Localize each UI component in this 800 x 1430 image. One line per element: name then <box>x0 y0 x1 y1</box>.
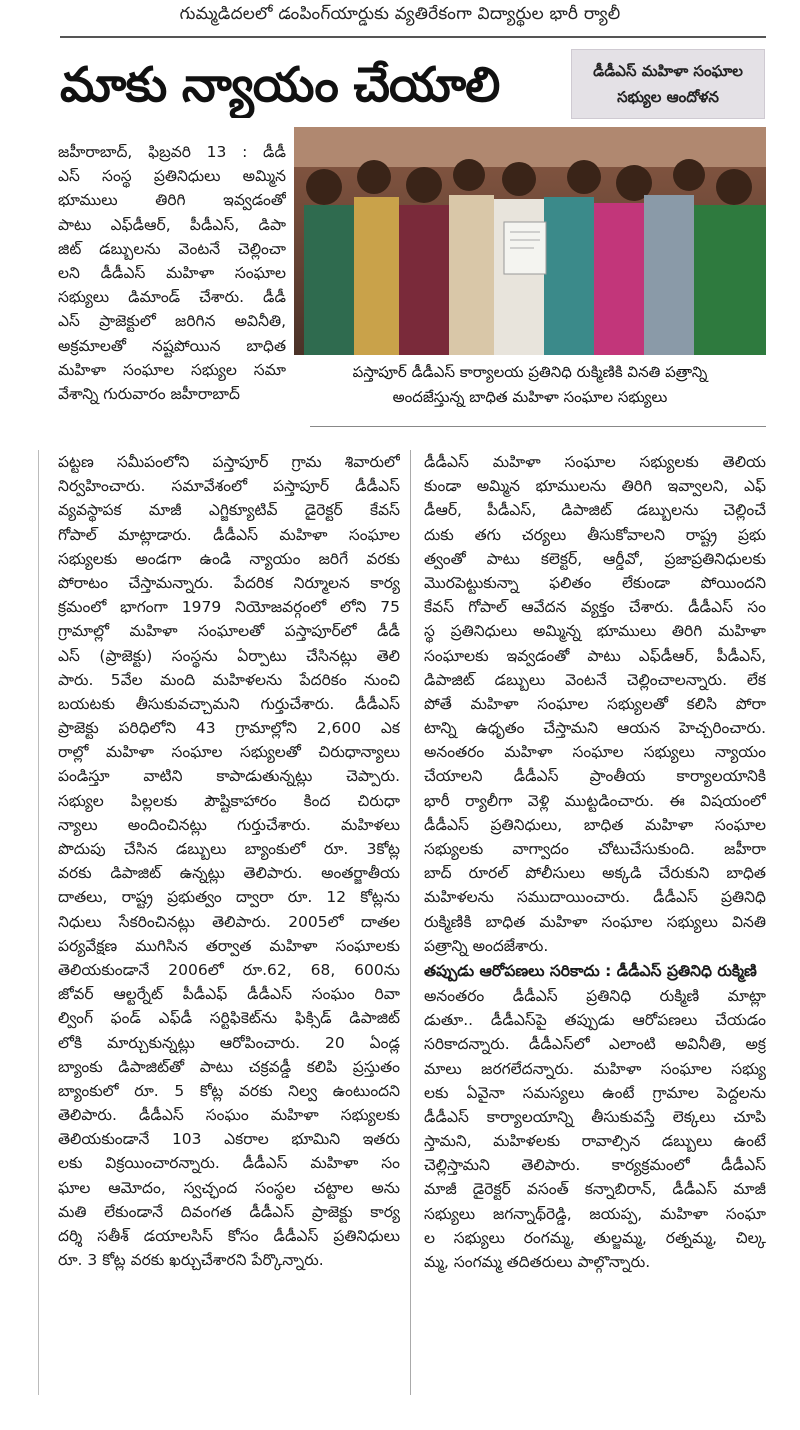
subhead-line-2: సభ్యుల ఆందోళన <box>617 88 719 106</box>
body-right-line: డీడీఎస్ మహిళా సంఘాల సభ్యులకు తెలియ <box>424 453 766 471</box>
body-right-section-line: లకు ఏవైనా సమస్యలు ఉంటే గ్రామాల పెద్దలను <box>424 1083 766 1102</box>
body-left-line: న్యాలు అందించినట్లు గుర్తుచేశారు. మహిళలు <box>58 815 400 834</box>
body-right-line: సంఘాలకు ఇవ్వడంతో పాటు ఎఫ్‌డీఆర్, పీడీఎస్, <box>424 646 766 665</box>
headline: మాకు న్యాయం చేయాలి <box>60 57 500 113</box>
body-left-line: రూ. 3 కోట్ల వరకు ఖర్చుచేశారని పేర్కొన్నారు. <box>58 1251 324 1270</box>
intro-line: అక్రమాలతో నష్టపోయిన బాధిత <box>58 336 286 355</box>
body-right-section-line: డుతూ.. డీడీఎస్‌పై తప్పుడు ఆరోపణలు చేయడం <box>424 1011 766 1030</box>
body-left-line: ఎస్ (ప్రాజెక్టు) సంస్థను ఏర్పాటు చేసినట్లు తెలి <box>58 646 400 665</box>
body-left-line: దాతలు, రాష్ట్ర ప్రభుత్వం ద్వారా రూ. 12 కోట్లను <box>58 888 400 907</box>
kicker-line: గుమ్మడిదలలో డంపింగ్‌యార్డుకు వ్యతిరేకంగా విద్యార్థుల భారీ ర్యాలీ <box>179 4 621 24</box>
body-right-line: మహిళలను సముదాయించారు. డీడీఎస్ ప్రతినిధి <box>424 888 766 907</box>
body-left-line: పోరాటం చేస్తామన్నారు. పేదరిక నిర్మూలన కార్య <box>58 573 400 592</box>
body-left-line: పొదుపు చేసిన డబ్బులు బ్యాంకులో రూ. 3కోట్ల <box>58 840 400 858</box>
intro-line: ఎస్ ప్రాజెక్టులో జరిగిన అవినీతి, <box>58 312 286 331</box>
body-right-line: త్వంతో పాటు కలెక్టర్, ఆర్డీవో, ప్రజాప్రతినిధులకు <box>424 549 766 568</box>
body-right-section-line: స్తామని, మహిళలకు రావాల్సిన డబ్బులు ఉంటే <box>424 1132 766 1151</box>
body-left-line: దర్శి సతీశ్ డయాలసిస్ కోసం డీడీఎస్ ప్రతినిధులు <box>58 1227 400 1245</box>
body-left-line: పారు. 5వేల మంది మహిళలను పేదరికం నుంచి <box>58 670 400 689</box>
left-margin-rule <box>38 450 39 1395</box>
body-right-line: కుండా అమ్మిన భూములను తిరిగి ఇవ్వాలని, ఎఫ్ <box>424 477 766 496</box>
intro-line: లని డీడీఎస్ మహిళా సంఘాల <box>58 263 286 282</box>
body-right-line: టాన్ని ఉధృతం చేస్తామని ఆయన హెచ్చరించారు. <box>424 719 766 738</box>
caption-line-2: అందజేస్తున్న బాధిత మహిళా సంఘాల సభ్యులు <box>392 388 668 406</box>
intro-line: జిట్ డబ్బులను వెంటనే చెల్లించా <box>58 239 286 258</box>
body-right-section-line: చెల్లిస్తామని తెలిపారు. కార్యక్రమంలో డీడీఎస్ <box>424 1156 766 1175</box>
protest-photo-illustration <box>294 127 766 355</box>
intro-line: పాటు ఎఫ్‌డీఆర్, పీడీఎస్, డిపా <box>58 215 286 234</box>
body-right-line: రుక్మిణికి బాధిత మహిళా సంఘాల సభ్యులు వినతి <box>424 912 766 931</box>
body-right-line: కేవస్ గోపాల్ ఆవేదన వ్యక్తం చేశారు. డీడీఎస్ సం <box>424 598 766 617</box>
body-right-line: మొరపెట్టుకున్నా ఫలితం లేకుండా పోయిందని <box>424 573 766 592</box>
body-right-line: సభ్యులకు వాగ్వాదం చోటుచేసుకుంది. జహీరా <box>424 840 766 858</box>
body-right-section-line: అనంతరం డీడీఎస్ ప్రతినిధి రుక్మిణి మాట్లా <box>424 986 766 1005</box>
body-right-line: పోతే మహిళా సంఘాల సభ్యులతో కలిసి పోరా <box>424 694 766 713</box>
top-rule <box>60 36 766 38</box>
body-right-section-line: మాలు జరగలేదన్నారు. మహిళా సంఘాల సభ్యు <box>424 1059 766 1078</box>
body-left-line: ల్వింగ్ ఫండ్ ఎఫ్‌డీ సర్టిఫికెట్‌ను ఫిక్సిడ్ డిపాజిట్ <box>58 1009 400 1028</box>
body-left-line: పండిస్తూ వాటిని కాపాడుతున్నట్లు చెప్పారు. <box>58 767 400 786</box>
intro-line: సభ్యులు డిమాండ్ చేశారు. డీడీ <box>58 288 286 307</box>
body-right-line: స్థ ప్రతినిధులు అమ్మిన్న భూములు తిరిగి మహిళా <box>424 622 766 641</box>
intro-line: జహీరాబాద్, ఫిబ్రవరి 13 : డీడీ <box>58 143 286 161</box>
body-right-section-line: సరికాదన్నారు. డీడీఎస్‌లో ఎలాంటి అవినీతి, అక్ర <box>424 1035 766 1054</box>
intro-line: భూములు తిరిగి ఇవ్వడంతో <box>58 191 286 210</box>
body-left-line: తెలియకుండానే 2006లో రూ.62, 68, 600ను <box>58 960 400 979</box>
body-right-line: అనంతరం మహిళా సంఘాల సభ్యులు న్యాయం <box>424 743 766 762</box>
news-photo <box>294 127 766 355</box>
body-right-line: చేయాలని డీడీఎస్ ప్రాంతీయ కార్యాలయానికి <box>424 767 766 786</box>
intro-line: వేశాన్ని గురువారం జహీరాబాద్ <box>58 384 240 403</box>
body-left-line: రాల్లో మహిళా సంఘాల సభ్యులతో చిరుధాన్యాలు <box>58 743 400 762</box>
body-left-line: నిధులు సేకరించినట్లు తెలిపారు. 2005లో దాతల <box>58 912 400 931</box>
intro-line: మహిళా సంఘాల సభ్యుల సమా <box>58 360 286 379</box>
body-right-section-line: మ్మ, సంగమ్మ తదితరులు పాల్గొన్నారు. <box>424 1253 651 1271</box>
column-divider <box>410 450 411 1395</box>
section-subheading: తప్పుడు ఆరోపణలు సరికాదు : డీడీఎస్ ప్రతినిధి రుక్మిణి <box>424 961 757 980</box>
body-right-section-line: మాజీ డైరెక్టర్ వసంత్ కన్నాబిరాన్, డీడీఎస్ మాజీ <box>424 1180 766 1199</box>
body-right-line: డిపాజిట్ డబ్బులు వెంటనే చెల్లించాలన్నారు. లేక <box>424 670 766 689</box>
body-left-line: లోకి మార్చుకున్నట్లు ఆరోపించారు. 20 ఏండ్ల <box>58 1033 400 1052</box>
article-column-left <box>58 450 400 1272</box>
article-column-intro <box>58 140 286 406</box>
body-left-line: బయటకు తీసుకువచ్చామని గుర్తుచేశారు. డీడీఎస్ <box>58 694 400 713</box>
subhead-box <box>571 49 765 119</box>
body-right-section-line: డీడీఎస్ కార్యాలయాన్ని తీసుకువస్తే లెక్కలు చూపి <box>424 1107 766 1126</box>
body-right-line: భారీ ర్యాలీగా వెళ్లి ముట్టడించారు. ఈ విషయంలో <box>424 791 766 810</box>
body-left-line: బ్యాంకు డిపాజిట్‌తో పాటు చక్రవడ్డీ కలిపి ప్రస్తుతం <box>58 1057 400 1076</box>
body-right-section-line: ల సభ్యులు రంగమ్మ, తుల్జమ్మ, రత్నమ్మ, చిల్క <box>424 1228 766 1247</box>
body-right-section-line: సభ్యులు జగన్నాథ్‌రెడ్డి, జయప్ప, మహిళా సంఘా <box>424 1204 766 1223</box>
body-right-line: పత్రాన్ని అందజేశారు. <box>424 936 549 955</box>
body-left-line: తెలియకుండానే 103 ఎకరాల భూమిని ఇతరు <box>58 1130 400 1149</box>
intro-line: ఎస్ సంస్థ ప్రతినిధులు అమ్మిన <box>58 167 286 186</box>
body-left-line: జోవర్ ఆల్టర్నేట్ పీడీఎఫ్ డీడీఎస్ సంఘం రివా <box>58 985 400 1004</box>
body-left-line: లకు విక్రయించారన్నారు. డీడీఎస్ మహిళా సం <box>58 1154 400 1173</box>
body-right-line: దుకు తగు చర్యలు తీసుకోవాలని రాష్ట్ర ప్రభు <box>424 525 766 544</box>
body-left-line: వ్యవస్థాపక మాజీ ఎగ్జిక్యూటివ్ డైరెక్టర్ కేవస్ <box>58 501 400 520</box>
body-left-line: క్రమంలో భాగంగా 1979 నియోజవర్గంలో లోని 75 <box>58 598 400 617</box>
body-left-line: బ్యాంకులో రూ. 5 కోట్ల వరకు నిల్వ ఉంటుందని <box>58 1081 400 1100</box>
body-left-line: పట్టణ సమీపంలోని పస్తాపూర్ గ్రామ శివారులో <box>58 453 400 471</box>
body-left-line: ఘాల ఆమోదం, స్వచ్ఛంద సంస్థల చట్టాల అను <box>58 1178 400 1197</box>
body-left-line: పర్యవేక్షణ ముగిసిన తర్వాత మహిళా సంఘాలకు <box>58 936 400 955</box>
subhead-line-1: డీడీఎస్ మహిళా సంఘాల <box>593 62 743 80</box>
body-left-line: సభ్యుల పిల్లలకు పౌష్టికాహారం కింద చిరుధా <box>58 791 400 810</box>
body-left-line: మతి లేకుండానే దివంగత డీడీఎస్ ప్రాజెక్టు కార్య <box>58 1202 400 1221</box>
body-left-line: తెలిపారు. డీడీఎస్ సంఘం మహిళా సభ్యులకు <box>58 1106 400 1125</box>
body-right-line: డీఆర్, పీడీఎస్, డిపాజిట్ డబ్బులను చెల్లించే <box>424 501 766 520</box>
body-left-line: వరకు డిపాజిట్ ఉన్నట్లు తెలిపారు. అంతర్జాతీయ <box>58 864 400 883</box>
body-left-line: సభ్యులకు అండగా ఉండి న్యాయం జరిగే వరకు <box>58 549 400 568</box>
body-left-line: గ్రామాల్లో మహిళా సంఘాలతో పస్తాపూర్‌లో డీడీ <box>58 622 400 641</box>
body-right-line: డీడీఎస్ ప్రతినిధులు, బాధిత మహిళా సంఘాల <box>424 815 766 834</box>
article-column-right <box>424 450 766 1274</box>
photo-caption <box>294 360 766 410</box>
body-left-line: నిర్వహించారు. సమావేశంలో పస్తాపూర్ డీడీఎస్ <box>58 477 400 496</box>
body-left-line: ప్రాజెక్టు పరిధిలోని 43 గ్రామాల్లోని 2,600 ఎక <box>58 719 400 738</box>
body-right-line: బాద్ రూరల్ పోలీసులు అక్కడి చేరుకుని బాధిత <box>424 864 766 883</box>
caption-line-1: పస్తాపూర్ డీడీఎస్ కార్యాలయ ప్రతినిధి రుక్మిణికి వినతి పత్రాన్ని <box>352 363 708 381</box>
body-left-line: గోపాల్ మాట్లాడారు. డీడీఎస్ మహిళా సంఘాల <box>58 525 400 544</box>
caption-rule <box>310 426 766 427</box>
